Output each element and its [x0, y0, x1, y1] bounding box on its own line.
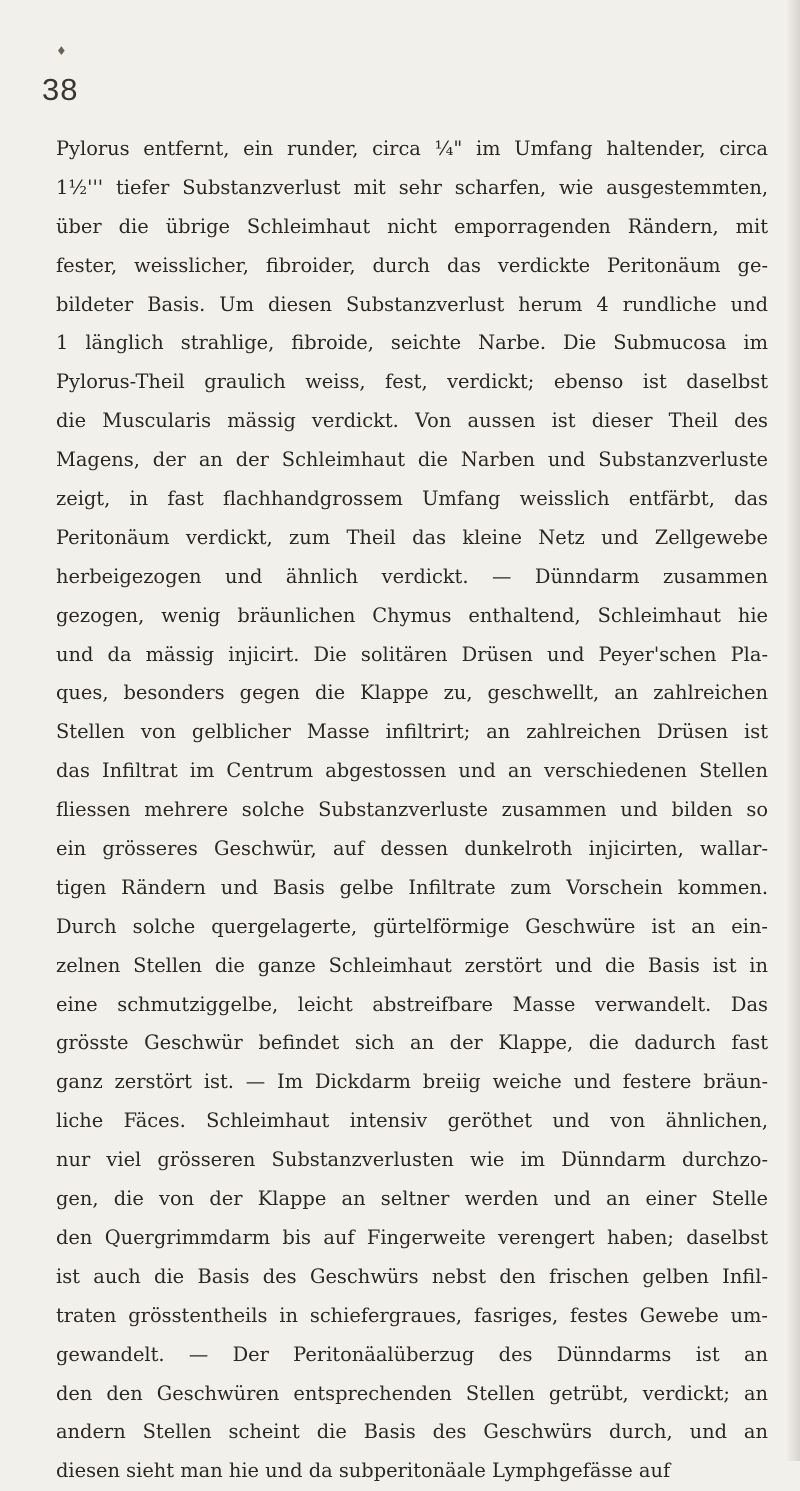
body-text [56, 130, 768, 1491]
text-line: ist auch die Basis des Geschwürs nebst den frischen gelben Infil- [56, 1264, 768, 1288]
text-line: über die übrige Schleimhaut nicht emporragenden Rändern, mit [56, 214, 768, 238]
text-line: gewandelt. — Der Peritonäalüberzug des Dünndarms ist an [56, 1342, 768, 1366]
text-line: liche Fäces. Schleimhaut intensiv geröthet und von ähnlichen, [56, 1109, 768, 1133]
text-line: traten grösstentheils in schiefergraues, fasriges, festes Gewebe um- [56, 1303, 768, 1327]
text-line: das Infiltrat im Centrum abgestossen und an verschiedenen Stellen [56, 759, 768, 783]
text-line: Magens, der an der Schleimhaut die Narben und Substanzverluste [56, 448, 768, 472]
ink-speck-mark: ♦ [56, 44, 67, 58]
text-line: gezogen, wenig bräunlichen Chymus enthaltend, Schleimhaut hie [56, 603, 768, 627]
text-line: zeigt, in fast flachhandgrossem Umfang weisslich entfärbt, das [56, 487, 768, 511]
text-line: diesen sieht man hie und da subperitonäale Lymphgefässe auf [56, 1459, 671, 1483]
text-line: tigen Rändern und Basis gelbe Infiltrate zum Vorschein kommen. [56, 875, 768, 899]
text-line: andern Stellen scheint die Basis des Geschwürs durch, und an [56, 1420, 768, 1444]
text-line: bildeter Basis. Um diesen Substanzverlust herum 4 rundliche und [56, 292, 768, 316]
text-line: Pylorus-Theil graulich weiss, fest, verdickt; ebenso ist daselbst [56, 370, 768, 394]
text-line: eine schmutziggelbe, leicht abstreifbare Masse verwandelt. Das [56, 992, 768, 1016]
text-line: die Muscularis mässig verdickt. Von aussen ist dieser Theil des [56, 409, 768, 433]
text-line: 1½''' tiefer Substanzverlust mit sehr scharfen, wie ausgestemmten, [56, 175, 768, 199]
page-edge-shadow [786, 0, 800, 1461]
text-line: Durch solche quergelagerte, gürtelförmige Geschwüre ist an ein- [56, 914, 768, 938]
text-line: Stellen von gelblicher Masse infiltrirt; an zahlreichen Drüsen ist [56, 720, 768, 744]
text-line: fliessen mehrere solche Substanzverluste zusammen und bilden so [56, 798, 768, 822]
text-line: grösste Geschwür befindet sich an der Klappe, die dadurch fast [56, 1031, 768, 1055]
text-line: ques, besonders gegen die Klappe zu, geschwellt, an zahlreichen [56, 681, 768, 705]
text-line: ein grösseres Geschwür, auf dessen dunkelroth injicirten, wallar- [56, 837, 768, 861]
text-line: zelnen Stellen die ganze Schleimhaut zerstört und die Basis ist in [56, 953, 768, 977]
text-line: Peritonäum verdickt, zum Theil das kleine Netz und Zellgewebe [56, 525, 768, 549]
text-line: und da mässig injicirt. Die solitären Drüsen und Peyer'schen Pla- [56, 642, 768, 666]
text-line: den den Geschwüren entsprechenden Stellen getrübt, verdickt; an [56, 1381, 768, 1405]
text-line: den Quergrimmdarm bis auf Fingerweite verengert haben; daselbst [56, 1225, 768, 1249]
text-line: Pylorus entfernt, ein runder, circa ¼" im Umfang haltender, circa [56, 137, 768, 160]
text-line: nur viel grösseren Substanzverlusten wie im Dünndarm durchzo- [56, 1148, 768, 1172]
text-line: fester, weisslicher, fibroider, durch das verdickte Peritonäum ge- [56, 253, 768, 277]
text-line: 1 länglich strahlige, fibroide, seichte Narbe. Die Submucosa im [56, 331, 768, 355]
text-line: herbeigezogen und ähnlich verdickt. — Dünndarm zusammen [56, 564, 768, 588]
text-line: ganz zerstört ist. — Im Dickdarm breiig weiche und festere bräun- [56, 1070, 768, 1094]
page-number: 38 [42, 72, 79, 107]
text-line: gen, die von der Klappe an seltner werden und an einer Stelle [56, 1187, 768, 1211]
